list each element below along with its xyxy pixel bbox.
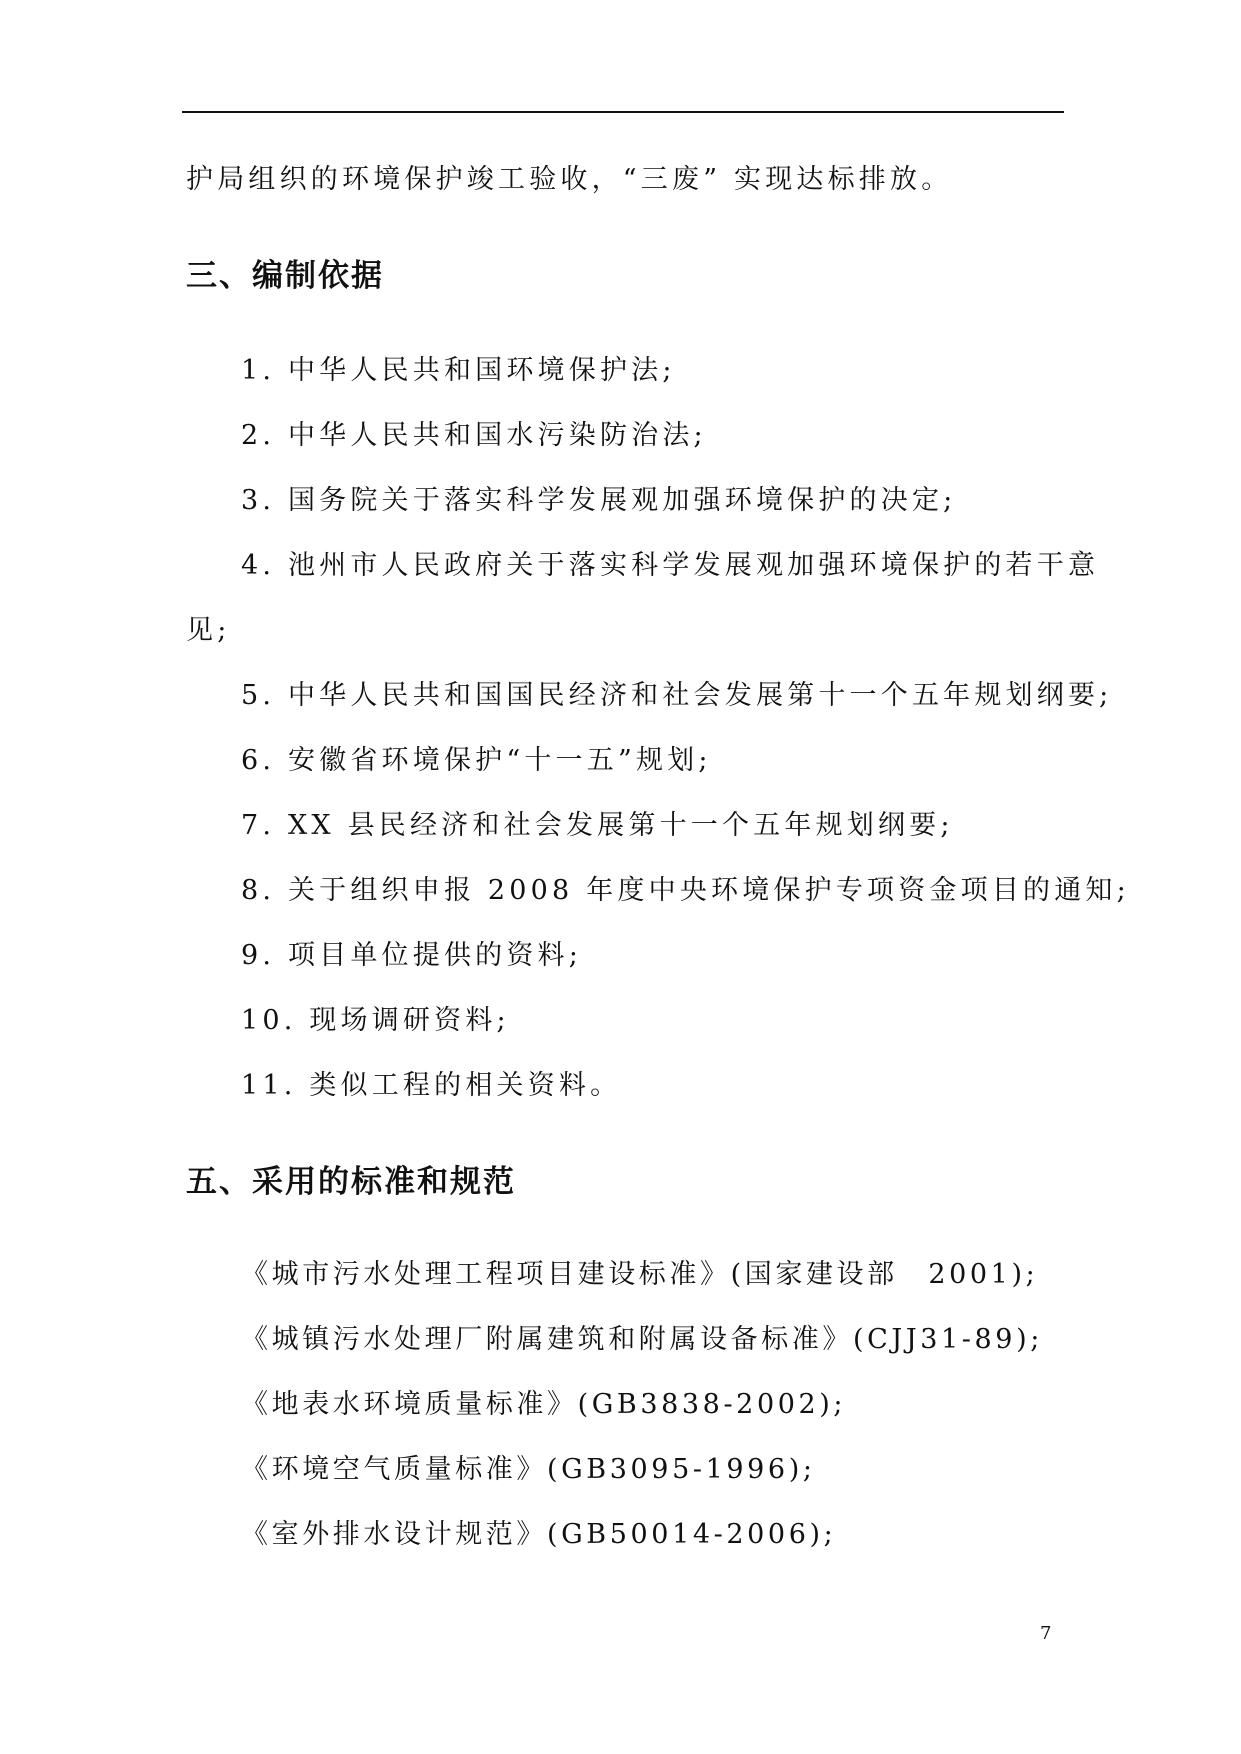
standard-item: 《城市污水处理工程项目建设标准》(国家建设部 2001); <box>241 1259 1039 1290</box>
standard-item: 《室外排水设计规范》(GB50014-2006); <box>241 1519 837 1550</box>
list-item-continuation: 见; <box>186 615 231 646</box>
standard-item: 《城镇污水处理厂附属建筑和附属设备标准》(CJJ31-89); <box>241 1324 1043 1355</box>
list-item: 11. 类似工程的相关资料。 <box>241 1070 622 1101</box>
standards-list <box>186 1242 1066 1567</box>
list-item: 3. 国务院关于落实科学发展观加强环境保护的决定; <box>241 485 957 516</box>
list-item: 4. 池州市人民政府关于落实科学发展观加强环境保护的若干意 <box>241 550 1100 581</box>
list-item: 6. 安徽省环境保护“十一五”规划; <box>241 745 712 776</box>
list-item: 1. 中华人民共和国环境保护法; <box>241 355 676 386</box>
list-item: 10. 现场调研资料; <box>241 1005 510 1036</box>
header-rule <box>182 111 1064 113</box>
page-body <box>186 148 1130 1567</box>
list-item: 2. 中华人民共和国水污染防治法; <box>241 420 707 451</box>
list-item: 8. 关于组织申报 2008 年度中央环境保护专项资金项目的通知; <box>241 875 1130 906</box>
section-heading-basis: 三、编制依据 <box>186 258 384 294</box>
standard-item: 《地表水环境质量标准》(GB3838-2002); <box>241 1389 847 1420</box>
list-item: 7. XX 县民经济和社会发展第十一个五年规划纲要; <box>241 810 954 841</box>
continuation-paragraph: 护局组织的环境保护竣工验收，“三废” 实现达标排放。 <box>186 164 953 195</box>
section-heading-standards: 五、采用的标准和规范 <box>186 1164 516 1200</box>
standard-item: 《环境空气质量标准》(GB3095-1996); <box>241 1454 816 1485</box>
page-number: 7 <box>1040 1623 1052 1644</box>
list-item: 5. 中华人民共和国国民经济和社会发展第十一个五年规划纲要; <box>241 680 1113 711</box>
basis-list <box>186 338 1130 1118</box>
list-item: 9. 项目单位提供的资料; <box>241 940 583 971</box>
